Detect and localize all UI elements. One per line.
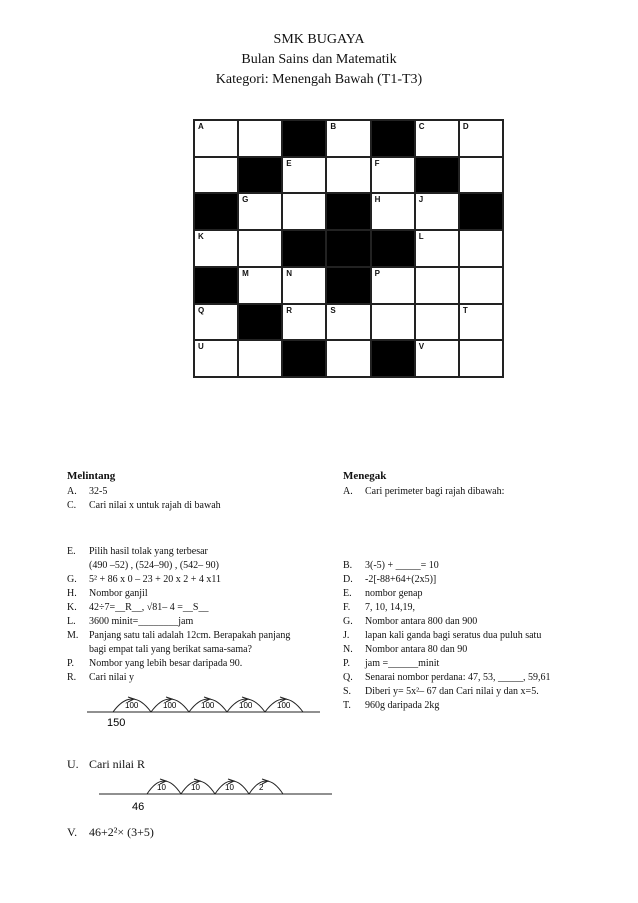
clue-u: U. Cari nilai R xyxy=(67,757,145,771)
jump-label: 100 xyxy=(277,701,291,710)
clue-text: jam =______minit xyxy=(365,658,440,669)
jump-label: 10 xyxy=(191,783,200,792)
jump-label: 10 xyxy=(157,783,166,792)
grid-cell xyxy=(371,340,415,377)
clue-item xyxy=(343,658,439,670)
clue-item xyxy=(343,672,551,684)
grid-cell[interactable] xyxy=(459,120,503,157)
grid-cell xyxy=(238,157,282,194)
cell-number-label: R xyxy=(286,305,293,315)
clue-text: 960g daripada 2kg xyxy=(365,700,440,711)
grid-cell[interactable] xyxy=(326,340,370,377)
grid-cell xyxy=(371,120,415,157)
grid-cell[interactable] xyxy=(415,304,459,341)
grid-cell[interactable] xyxy=(459,340,503,377)
clue-key: Q. xyxy=(343,672,353,683)
grid-cell xyxy=(326,230,370,267)
jump-label: 100 xyxy=(201,701,215,710)
clue-item xyxy=(343,486,504,498)
clue-item xyxy=(343,686,539,698)
grid-cell[interactable] xyxy=(282,157,326,194)
clue-text: Diberi y= 5x²– 67 dan Cari nilai y dan x=5. xyxy=(365,686,539,697)
grid-cell xyxy=(194,267,238,304)
clue-item xyxy=(67,546,208,558)
clue-key: K. xyxy=(67,602,77,613)
number-line-r xyxy=(85,690,325,730)
start-value-label: 150 xyxy=(107,717,126,729)
clue-text: 5² + 86 x 0 – 23 + 20 x 2 + 4 x11 xyxy=(89,574,222,585)
clue-item xyxy=(67,630,290,642)
clue-item xyxy=(343,602,415,614)
clue-key: E. xyxy=(67,546,76,557)
grid-cell[interactable] xyxy=(194,304,238,341)
clue-key: A. xyxy=(343,486,353,497)
cell-number-label: P xyxy=(374,268,380,278)
cell-number-label: H xyxy=(374,195,381,205)
cell-number-label: E xyxy=(286,158,292,168)
cell-number-label: A xyxy=(198,122,204,131)
cell-number-label: F xyxy=(374,158,380,168)
clue-text: 3(-5) + _____= 10 xyxy=(365,560,439,571)
cell-number-label: B xyxy=(330,122,337,131)
clue-item xyxy=(343,574,436,586)
clue-key: L. xyxy=(67,616,76,627)
clue-key: P. xyxy=(343,658,350,669)
clue-item xyxy=(343,616,477,628)
grid-cell[interactable] xyxy=(282,304,326,341)
cell-number-label: J xyxy=(418,195,424,205)
event-title: Bulan Sains dan Matematik xyxy=(241,52,397,67)
clue-item xyxy=(67,574,221,586)
grid-cell xyxy=(282,340,326,377)
clue-item xyxy=(67,672,134,684)
down-heading: Menegak xyxy=(343,470,387,482)
grid-cell xyxy=(194,193,238,230)
grid-cell[interactable] xyxy=(238,340,282,377)
grid-cell[interactable] xyxy=(282,267,326,304)
clue-item xyxy=(67,644,252,656)
cell-number-label: Q xyxy=(198,305,205,315)
cell-number-label: T xyxy=(462,305,468,315)
clue-item xyxy=(67,588,148,600)
clue-text: Senarai nombor perdana: 47, 53, _____, 59,61 xyxy=(365,672,551,683)
cell-number-label: G xyxy=(242,195,249,205)
jump-arc xyxy=(249,781,283,794)
clue-text: Nombor ganjil xyxy=(89,588,148,599)
clue-item xyxy=(67,602,209,614)
clue-key: B. xyxy=(343,560,353,571)
clue-item xyxy=(343,560,439,572)
clue-key: P. xyxy=(67,658,74,669)
grid-cell[interactable] xyxy=(326,157,370,194)
grid-cell xyxy=(326,267,370,304)
clue-key: E. xyxy=(343,588,352,599)
jump-label: 100 xyxy=(125,701,139,710)
grid-cell[interactable] xyxy=(238,230,282,267)
jump-label: 100 xyxy=(239,701,253,710)
grid-cell[interactable] xyxy=(459,267,503,304)
grid-cell[interactable] xyxy=(194,230,238,267)
grid-cell[interactable] xyxy=(238,193,282,230)
cell-number-label: L xyxy=(418,232,424,242)
clue-item xyxy=(343,644,467,656)
grid-cell[interactable] xyxy=(326,120,370,157)
clue-text: Pilih hasil tolak yang terbesar xyxy=(89,546,208,557)
clue-key: T. xyxy=(343,700,351,711)
grid-cell[interactable] xyxy=(459,304,503,341)
clue-text: Nombor yang lebih besar daripada 90. xyxy=(89,658,243,669)
clue-text: bagi empat tali yang berikat sama-sama? xyxy=(89,644,252,655)
clue-item xyxy=(343,588,423,600)
start-value-label: 46 xyxy=(132,801,145,812)
clue-item xyxy=(343,700,439,712)
cell-number-label: C xyxy=(418,122,425,131)
grid-cell[interactable] xyxy=(238,120,282,157)
clue-text: 32-5 xyxy=(89,486,108,497)
grid-cell[interactable] xyxy=(194,157,238,194)
grid-cell[interactable] xyxy=(371,157,415,194)
cell-number-label: N xyxy=(286,268,293,278)
number-line-u xyxy=(97,772,337,812)
clue-text: Cari nilai x untuk rajah di bawah xyxy=(89,500,221,511)
grid-cell[interactable] xyxy=(371,304,415,341)
grid-cell[interactable] xyxy=(459,157,503,194)
category-title: Kategori: Menengah Bawah (T1-T3) xyxy=(215,72,423,87)
clue-item xyxy=(67,486,107,498)
school-title: SMK BUGAYA xyxy=(273,32,365,47)
grid-cell[interactable] xyxy=(415,340,459,377)
clue-item xyxy=(67,658,242,670)
cell-number-label: V xyxy=(418,342,425,352)
grid-cell xyxy=(459,193,503,230)
cell-number-label: D xyxy=(462,122,469,131)
clue-key: C. xyxy=(67,500,77,511)
clue-key: G. xyxy=(343,616,353,627)
grid-cell xyxy=(326,193,370,230)
clue-text: 3600 minit=________jam xyxy=(89,616,194,627)
jump-label: 2 xyxy=(259,783,264,792)
across-heading: Melintang xyxy=(67,470,116,482)
grid-cell[interactable] xyxy=(371,193,415,230)
clue-item xyxy=(67,616,193,628)
grid-cell[interactable] xyxy=(326,304,370,341)
grid-cell xyxy=(415,157,459,194)
clue-item xyxy=(67,500,221,512)
grid-cell[interactable] xyxy=(459,230,503,267)
jump-label: 100 xyxy=(163,701,177,710)
clue-key: S. xyxy=(343,686,352,697)
grid-cell[interactable] xyxy=(371,267,415,304)
clue-key: D. xyxy=(343,574,353,585)
clue-text: Cari perimeter bagi rajah dibawah: xyxy=(365,486,505,497)
grid-cell[interactable] xyxy=(415,193,459,230)
clue-key: M. xyxy=(67,630,79,641)
crossword-grid xyxy=(193,119,504,378)
clue-item xyxy=(67,560,219,572)
grid-cell xyxy=(282,230,326,267)
grid-cell[interactable] xyxy=(194,340,238,377)
grid-cell[interactable] xyxy=(282,193,326,230)
clue-v: V. 46+2²× (3+5) xyxy=(67,825,154,839)
clue-key: R. xyxy=(67,672,77,683)
clue-text: Cari nilai y xyxy=(89,672,134,683)
clue-key: H. xyxy=(67,588,77,599)
grid-cell[interactable] xyxy=(194,120,238,157)
clue-text: (490 –52) , (524–90) , (542– 90) xyxy=(89,560,219,571)
clue-key: A. xyxy=(67,486,77,497)
clue-text: lapan kali ganda bagi seratus dua puluh satu xyxy=(365,630,542,641)
grid-cell[interactable] xyxy=(415,230,459,267)
clue-text: Panjang satu tali adalah 12cm. Berapakah panjang xyxy=(89,630,291,641)
clue-key: N. xyxy=(343,644,353,655)
clue-key: J. xyxy=(343,630,350,641)
clue-key: G. xyxy=(67,574,77,585)
grid-cell[interactable] xyxy=(238,267,282,304)
grid-cell xyxy=(282,120,326,157)
clue-text: Nombor antara 80 dan 90 xyxy=(365,644,468,655)
grid-cell[interactable] xyxy=(415,120,459,157)
clue-item xyxy=(343,630,541,642)
cell-number-label: U xyxy=(198,342,204,352)
clue-text: nombor genap xyxy=(365,588,423,599)
clue-text: -2[-88+64+(2x5)] xyxy=(365,574,437,585)
clue-text: 7, 10, 14,19, xyxy=(365,602,415,613)
jump-label: 10 xyxy=(225,783,234,792)
cell-number-label: K xyxy=(198,232,204,242)
grid-cell xyxy=(371,230,415,267)
grid-cell xyxy=(238,304,282,341)
cell-number-label: S xyxy=(330,305,336,315)
clue-key: F. xyxy=(343,602,351,613)
grid-cell[interactable] xyxy=(415,267,459,304)
clue-text: Nombor antara 800 dan 900 xyxy=(365,616,478,627)
cell-number-label: M xyxy=(242,268,249,278)
clue-text: 42÷7=__R__, √81– 4 =__S__ xyxy=(89,602,209,613)
